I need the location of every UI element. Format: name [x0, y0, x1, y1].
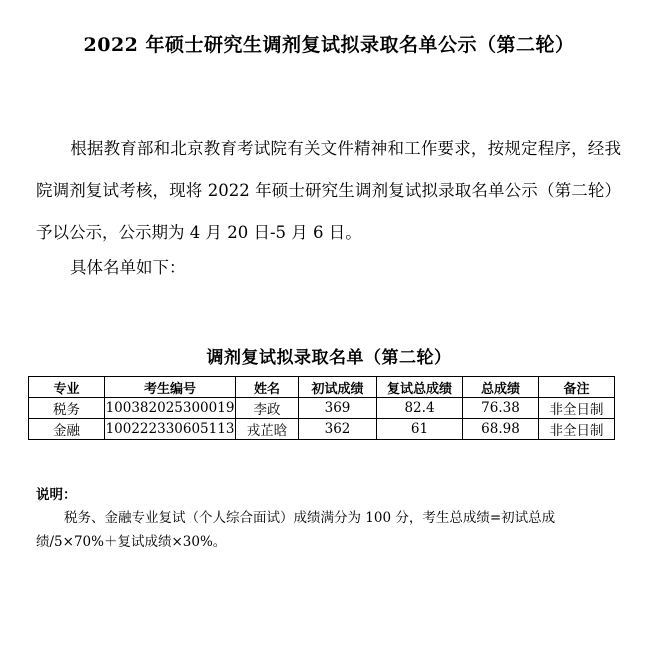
note-label: 说明： [36, 487, 77, 503]
document-title: 2022 年硕士研究生调剂复试拟录取名单公示（第二轮） [83, 34, 575, 56]
header-total-score: 总成绩 [463, 377, 539, 398]
cell-major: 金融 [29, 419, 105, 440]
admission-table [28, 376, 615, 440]
cell-initial-score: 369 [299, 398, 377, 419]
table-title: 调剂复试拟录取名单（第二轮） [206, 348, 452, 368]
table-row [29, 398, 615, 419]
cell-remarks: 非全日制 [539, 398, 615, 419]
header-candidate-id: 考生编号 [105, 377, 236, 398]
header-remarks: 备注 [539, 377, 615, 398]
header-name: 姓名 [236, 377, 299, 398]
announcement-text: 根据教育部和北京教育考试院有关文件精神和工作要求，按规定程序，经我院调剂复试考核，现将 2022 年硕士研究生调剂复试拟录取名单公示（第二轮）予以公示，公示期为 4 月 20 日-5 月 6 日。 [36, 139, 621, 242]
header-initial-score: 初试成绩 [299, 377, 377, 398]
note-paragraph [36, 506, 611, 554]
header-major: 专业 [29, 377, 105, 398]
cell-major: 税务 [29, 398, 105, 419]
cell-name: 李政 [236, 398, 299, 419]
list-intro: 具体名单如下： [70, 258, 186, 277]
cell-candidate-id: 100222330605113 [105, 419, 236, 440]
cell-total-score: 76.38 [463, 398, 539, 419]
note-text: 税务、金融专业复试（个人综合面试）成绩满分为 100 分，考生总成绩=初试总成绩/5×70%＋复试成绩×30%。 [36, 510, 556, 550]
announcement-paragraph [36, 128, 621, 254]
header-retest-score: 复试总成绩 [377, 377, 463, 398]
cell-initial-score: 362 [299, 419, 377, 440]
cell-total-score: 68.98 [463, 419, 539, 440]
table-header-row [29, 377, 615, 398]
cell-retest-score: 61 [377, 419, 463, 440]
table-row [29, 419, 615, 440]
cell-candidate-id: 100382025300019 [105, 398, 236, 419]
cell-retest-score: 82.4 [377, 398, 463, 419]
cell-name: 戎芷晗 [236, 419, 299, 440]
cell-remarks: 非全日制 [539, 419, 615, 440]
